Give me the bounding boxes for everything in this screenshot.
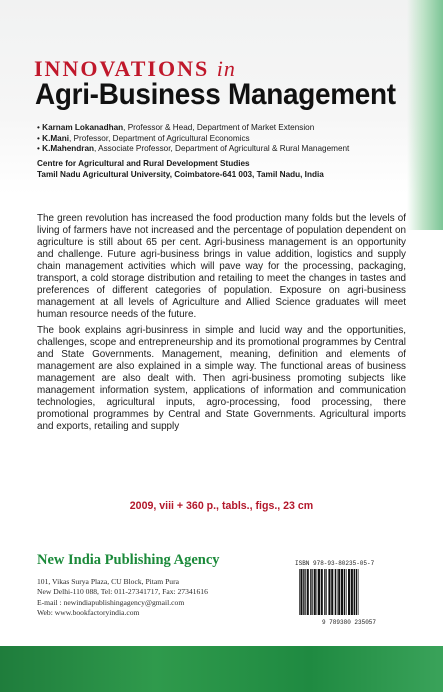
author-item: • K.Mani, Professor, Department of Agricultural Economics [37, 133, 250, 143]
institution-line2: Tamil Nadu Agricultural University, Coimbatore-641 003, Tamil Nadu, India [37, 169, 324, 179]
author-role: , Associate Professor, Department of Agricultural & Rural Management [94, 144, 350, 154]
barcode-bars [295, 569, 403, 626]
barcode-bar [354, 569, 355, 615]
barcode-bar [331, 569, 333, 615]
bottom-green-band [0, 646, 443, 692]
book-title: Agri-Business Management [35, 78, 396, 111]
barcode-bar [303, 569, 304, 615]
svg-text:9 789380 235057: 9 789380 235057 [321, 619, 377, 626]
book-specs: 2009, viii + 360 p., tabls., figs., 23 cm [129, 500, 314, 512]
barcode-bar [307, 569, 309, 615]
address-line: E-mail : newindiapublishingagency@gmail.com [37, 597, 185, 607]
blurb-paragraph-1: The green revolution has increased the food production many folds but the levels of living of farmers have not increased and the percentage of population dependent on agriculture is still about 65 per cent. Agri-business management is an opportunity and challenge. Future agri-business brings in value addition, logistics and supply chain management activities which will pave way for the processing, packaging, transport, a cold storage distribution and retailing to meet the changes in tastes and preferences of different categories of population. Exposure on agri-business management at all levels of Agriculture and Allied Science graduates will meet human resource needs of the future. [37, 213, 406, 320]
barcode-bar [341, 569, 343, 615]
barcode-bar [346, 569, 347, 615]
title-in-word: in [216, 56, 236, 81]
author-name: Karnam Lokanadhan [42, 123, 124, 132]
barcode-bar [299, 569, 300, 615]
author-item: • Karnam Lokanadhan, Professor & Head, Department of Market Extension [37, 123, 315, 132]
barcode-bar [356, 569, 357, 615]
institution-line1: Centre for Agricultural and Rural Development Studies [37, 159, 250, 168]
address-line: Web: www.bookfactoryindia.com [37, 607, 140, 617]
barcode [295, 560, 403, 626]
barcode-bar [314, 569, 316, 615]
publisher-name: New India Publishing Agency [37, 552, 220, 568]
publisher-address [37, 577, 287, 618]
barcode-bar [310, 569, 311, 615]
address-line: 101, Vikas Surya Plaza, CU Block, Pitam Pura [37, 577, 179, 586]
barcode-bar [324, 569, 325, 615]
author-name: K.Mani [42, 133, 69, 143]
blurb-paragraph-2: The book explains agri-businress in simple and lucid way and the opportunities, challenges, scope and entrepreneurship and its promotional programmes by Central and State Governments. Management, meaning, definition and elements of management are also explained in a simple way. The functional areas of business management are also dealt with. Then agri-business promoting subjects like management information system, applications of information and communication technologies, agricultural inputs, agro-processing, food processing, there promotional programmes by Central and State Governments. Agricultural imports and exports, retailing and supply [37, 325, 406, 432]
barcode-bar [326, 569, 327, 615]
author-name: K.Mahendran [42, 144, 95, 154]
barcode-bar [335, 569, 336, 615]
barcode-bar [358, 569, 359, 615]
author-role: , Professor & Head, Department of Market Extension [123, 123, 315, 132]
barcode-bar [305, 569, 306, 615]
barcode-bar [328, 569, 330, 615]
green-edge-decoration [407, 0, 443, 230]
author-list [37, 123, 437, 155]
barcode-bar [317, 569, 318, 615]
barcode-bar [321, 569, 323, 615]
barcode-bar [318, 569, 320, 615]
barcode-bar [337, 569, 338, 615]
author-role: , Professor, Department of Agricultural Economics [69, 133, 250, 143]
isbn-label: ISBN 978-93-80235-05-7 [295, 560, 375, 567]
address-line: New Delhi-110 088, Tel: 011-27341717, Fax: 27341616 [37, 587, 208, 597]
barcode-bar [344, 569, 345, 615]
barcode-bar [351, 569, 353, 615]
barcode-bar [300, 569, 302, 615]
barcode-bar [348, 569, 350, 615]
title-innovations-word: INNOVATIONS [34, 56, 210, 81]
institution-block [37, 159, 437, 180]
author-item: • K.Mahendran, Associate Professor, Department of Agricultural & Rural Management [37, 144, 350, 154]
barcode-bar [312, 569, 313, 615]
barcode-bar [338, 569, 340, 615]
